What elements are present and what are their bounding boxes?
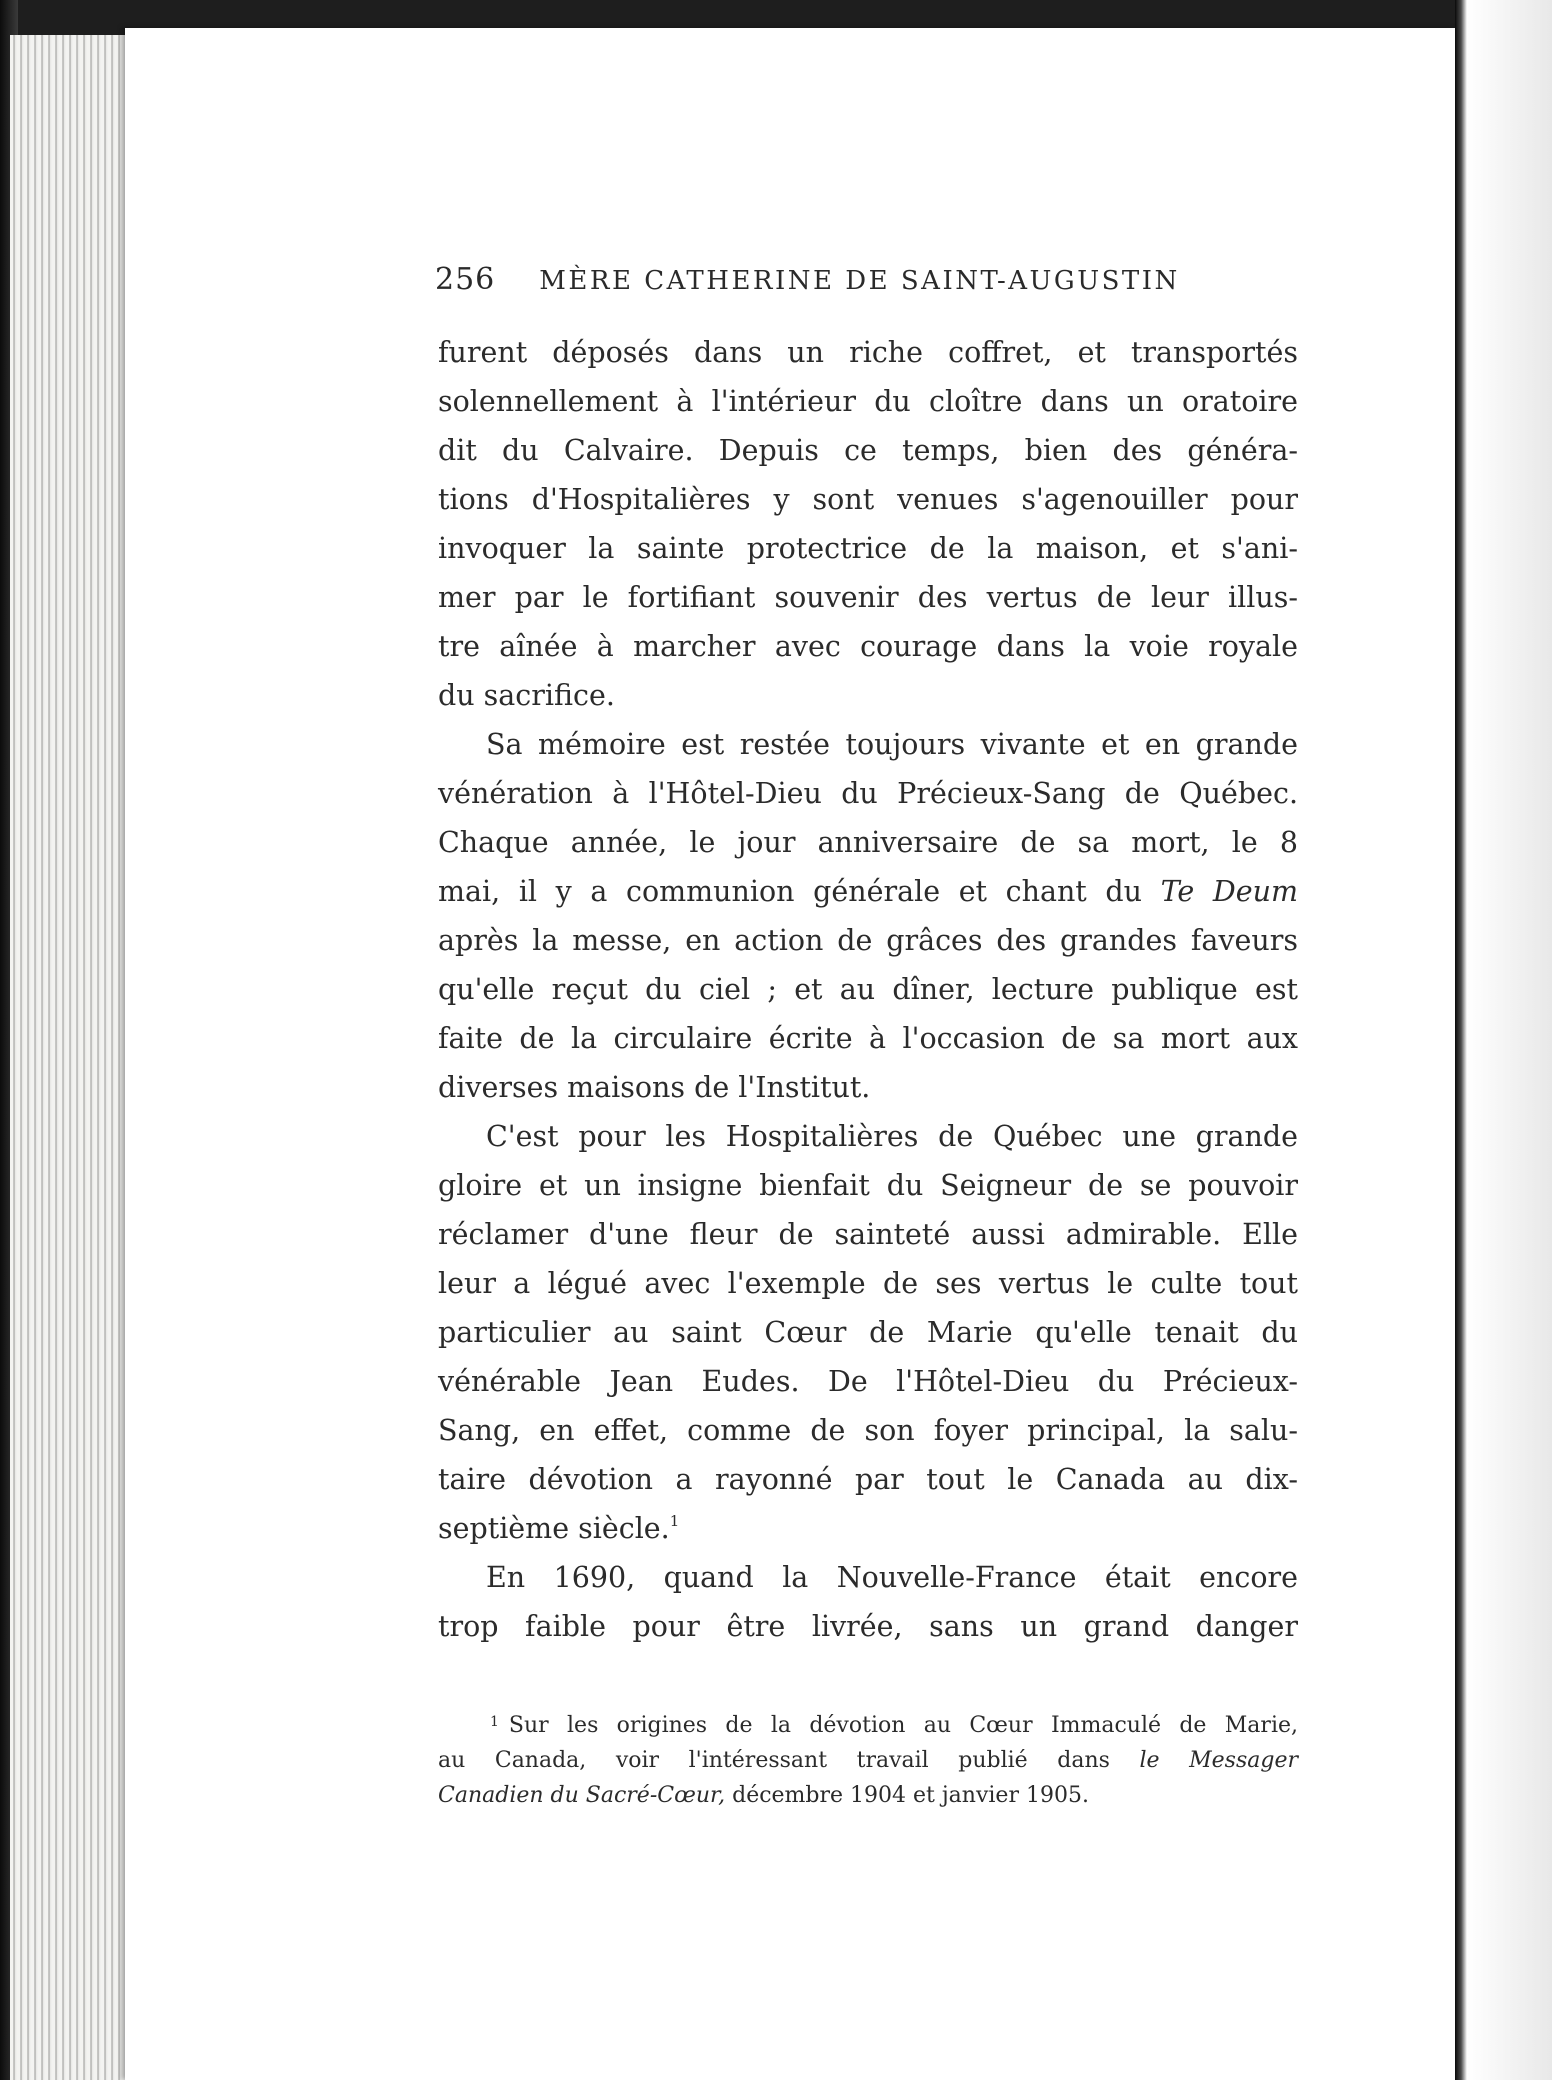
- page-stack-edges: [10, 35, 140, 2080]
- text-line: particulier au saint Cœur de Marie qu'elle tenait du: [438, 1316, 1298, 1349]
- text-line: tions d'Hospitalières y sont venues s'agenouiller pour: [438, 483, 1298, 516]
- text-line: C'est pour les Hospitalières de Québec une grande: [486, 1120, 1298, 1153]
- footnote-line: [438, 1743, 1298, 1778]
- footnote: [438, 1708, 1298, 1813]
- footnote-marker: 1: [490, 1714, 499, 1730]
- text-line: du sacrifice.: [438, 679, 615, 712]
- text-line-te-deum: [438, 867, 1298, 916]
- footnote-text: Sur les origines de la dévotion au Cœur Immaculé de Marie,: [508, 1713, 1298, 1738]
- text-line-footnote-ref: [438, 1504, 1298, 1553]
- text-line: diverses maisons de l'Institut.: [438, 1071, 871, 1104]
- text-line: vénérable Jean Eudes. De l'Hôtel-Dieu du Précieux-: [438, 1365, 1298, 1398]
- text-line: vénération à l'Hôtel-Dieu du Précieux-Sang de Québec.: [438, 777, 1298, 810]
- footnote-reference: 1: [669, 1512, 680, 1530]
- text-line: invoquer la sainte protectrice de la maison, et s'ani-: [438, 532, 1298, 565]
- text-line: faite de la circulaire écrite à l'occasion de sa mort aux: [438, 1022, 1298, 1055]
- text-line: dit du Calvaire. Depuis ce temps, bien des généra-: [438, 434, 1298, 467]
- running-header: [435, 262, 1285, 297]
- text-line: furent déposés dans un riche coffret, et transportés: [438, 336, 1298, 369]
- body-text: [438, 328, 1298, 1651]
- text-line: Sa mémoire est restée toujours vivante et en grande: [486, 728, 1298, 761]
- text-segment: septième siècle.: [438, 1512, 670, 1545]
- facing-page-gutter: [1455, 0, 1552, 2080]
- footnote-text: décembre 1904 et janvier 1905.: [732, 1783, 1089, 1808]
- footnote-line: [438, 1708, 1298, 1743]
- text-line: après la messe, en action de grâces des grandes faveurs: [438, 924, 1298, 957]
- text-line: gloire et un insigne bienfait du Seigneur de se pouvoir: [438, 1169, 1298, 1202]
- text-line: trop faible pour être livrée, sans un grand danger: [438, 1610, 1298, 1643]
- text-line: qu'elle reçut du ciel ; et au dîner, lecture publique est: [438, 973, 1298, 1006]
- text-line: leur a légué avec l'exemple de ses vertus le culte tout: [438, 1267, 1298, 1300]
- footnote-line: [438, 1778, 1298, 1813]
- page-number: 256: [435, 262, 496, 297]
- footnote-italic: le Messager: [1139, 1748, 1298, 1773]
- text-line: solennellement à l'intérieur du cloître dans un oratoire: [438, 385, 1298, 418]
- text-line: réclamer d'une fleur de sainteté aussi admirable. Elle: [438, 1218, 1298, 1251]
- footnote-italic: Canadien du Sacré-Cœur,: [438, 1783, 726, 1808]
- text-line: mer par le fortifiant souvenir des vertus de leur illus-: [438, 581, 1298, 614]
- text-line: Chaque année, le jour anniversaire de sa mort, le 8: [438, 826, 1298, 859]
- footnote-text: au Canada, voir l'intéressant travail publié dans: [438, 1748, 1110, 1773]
- text-line: En 1690, quand la Nouvelle-France était encore: [486, 1561, 1298, 1594]
- text-line: taire dévotion a rayonné par tout le Canada au dix-: [438, 1463, 1298, 1496]
- text-segment: mai, il y a communion générale et chant du: [438, 875, 1142, 908]
- text-line: tre aînée à marcher avec courage dans la voie royale: [438, 630, 1298, 663]
- text-line: Sang, en effet, comme de son foyer principal, la salu-: [438, 1414, 1298, 1447]
- running-title: MÈRE CATHERINE DE SAINT-AUGUSTIN: [539, 266, 1180, 296]
- te-deum-italic: Te Deum: [1160, 875, 1298, 908]
